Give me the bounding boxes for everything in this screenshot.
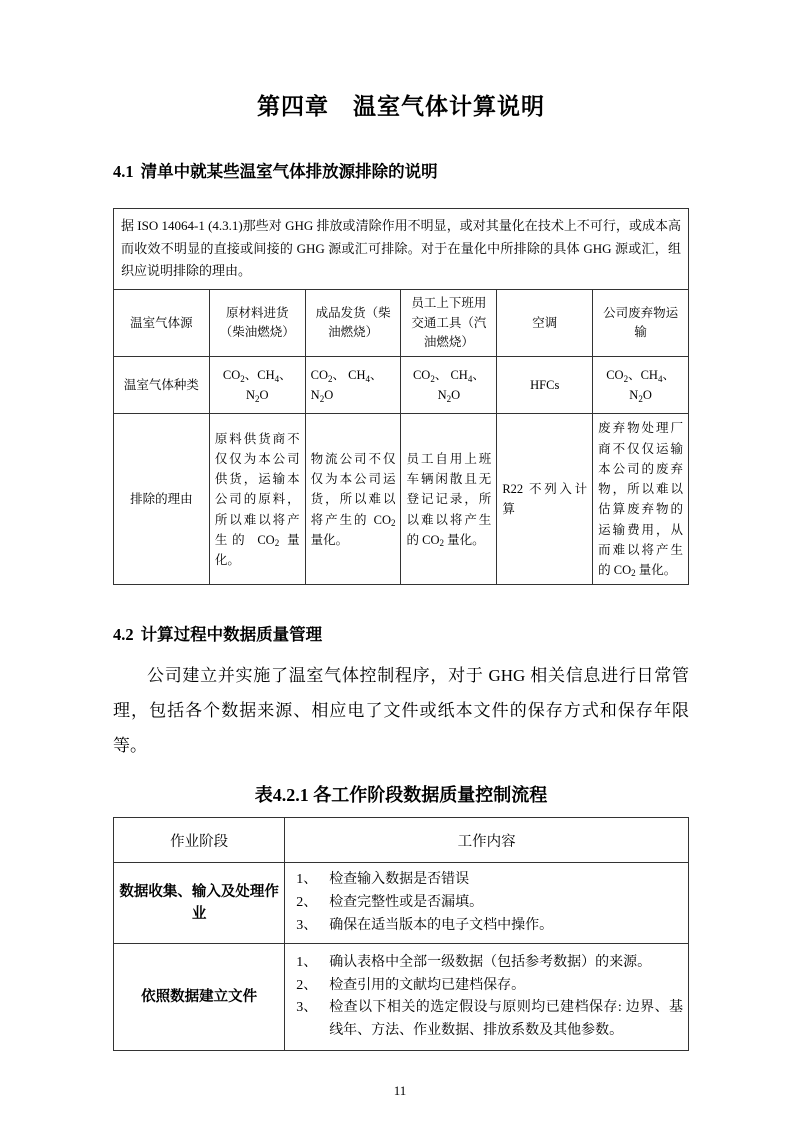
reason-col-3: 员工自用上班车辆闲散且无登记记录，所以难以将产生的 $CO_2$ 量化。 bbox=[401, 414, 497, 585]
source-col-1: 原材料进货（柴油燃烧） bbox=[209, 290, 305, 357]
item-text: 检查完整性或是否漏填。 bbox=[329, 895, 484, 911]
list-item bbox=[296, 892, 683, 915]
section-heading-4-2 bbox=[113, 585, 689, 645]
section-number-4-2: 4.2 bbox=[113, 625, 134, 645]
gas-col-2: $CO_2$、 $CH_4$、$N_2O$ bbox=[305, 357, 401, 414]
list-item bbox=[296, 997, 683, 1042]
section-title-4-2: 计算过程中数据质量管理 bbox=[140, 625, 323, 645]
source-col-2: 成品发货（柴油燃烧） bbox=[305, 290, 401, 357]
list-item bbox=[296, 915, 683, 938]
stage-name-2: 依照数据建立文件 bbox=[114, 944, 285, 1051]
row-label-reason: 排除的理由 bbox=[114, 414, 210, 585]
gas-col-4: HFCs bbox=[497, 357, 593, 414]
section-number-4-1: 4.1 bbox=[113, 161, 134, 181]
stage-name-1: 数据收集、输入及处理作业 bbox=[114, 863, 285, 944]
item-number: 2、 bbox=[296, 895, 318, 911]
section-heading-4-1 bbox=[113, 122, 689, 182]
section-title-4-1: 清单中就某些温室气体排放源排除的说明 bbox=[140, 161, 438, 181]
row-label-gas-type: 温室气体种类 bbox=[114, 357, 210, 414]
exclusion-intro-text: 据 ISO 14064-1 (4.3.1)那些对 GHG 排放或清除作用不明显，或对其量化在技术上不可行，或成本高而收效不明显的直接或间接的 GHG 源或汇可排除。对于在量化中所排除的具体 GHG 源或汇，组织应说明排除的理由。 bbox=[114, 209, 689, 290]
table-row-source bbox=[114, 290, 689, 357]
table-4-2-1-caption: 表4.2.1 各工作阶段数据质量控制流程 bbox=[254, 785, 548, 806]
item-text: 确保在适当版本的电子文档中操作。 bbox=[329, 917, 554, 933]
item-number: 1、 bbox=[296, 872, 318, 888]
page-title: 第四章 温室气体计算说明 bbox=[257, 94, 545, 119]
item-number: 3、 bbox=[296, 917, 318, 933]
header-stage: 作业阶段 bbox=[114, 818, 285, 863]
reason-col-4: R22 不列入计算 bbox=[497, 414, 593, 585]
table-row bbox=[114, 863, 689, 944]
source-col-3: 员工上下班用交通工具（汽油燃烧） bbox=[401, 290, 497, 357]
item-text: 检查输入数据是否错误 bbox=[329, 872, 470, 888]
table-header-row bbox=[114, 818, 689, 863]
stage-items-2 bbox=[285, 944, 689, 1051]
list-item bbox=[296, 975, 683, 998]
gas-col-1: $CO_2$、$CH_4$、$N_2O$ bbox=[209, 357, 305, 414]
table-row-gas-type bbox=[114, 357, 689, 414]
data-quality-table bbox=[113, 817, 689, 1051]
exclusion-table bbox=[113, 208, 689, 585]
page-content bbox=[113, 0, 689, 1051]
source-col-5: 公司废弃物运输 bbox=[593, 290, 689, 357]
item-text: 确认表格中全部一级数据（包括参考数据）的来源。 bbox=[329, 955, 652, 971]
list-item bbox=[296, 869, 683, 892]
source-col-4: 空调 bbox=[497, 290, 593, 357]
section-4-2-paragraph: 公司建立并实施了温室气体控制程序，对于 GHG 相关信息进行日常管理，包括各个数据来源、相应电了文件或纸本文件的保存方式和保存年限等。 bbox=[113, 665, 689, 755]
stage-items-1 bbox=[285, 863, 689, 944]
reason-col-2: 物流公司不仅仅为本公司运货，所以难以将产生的 $CO_2$ 量化。 bbox=[305, 414, 401, 585]
gas-col-3: $CO_2$、 $CH_4$、 $N_2O$ bbox=[401, 357, 497, 414]
table-row-reason bbox=[114, 414, 689, 585]
table-row bbox=[114, 944, 689, 1051]
row-label-source: 温室气体源 bbox=[114, 290, 210, 357]
item-number: 2、 bbox=[296, 977, 318, 993]
header-content: 工作内容 bbox=[285, 818, 689, 863]
reason-col-5: 废弃物处理厂商不仅仅运输本公司的废弃物，所以难以估算废弃物的运输费用，从而难以将产生的 $CO_2$ 量化。 bbox=[593, 414, 689, 585]
item-text: 检查引用的文献均已建档保存。 bbox=[329, 977, 526, 993]
table-row-intro bbox=[114, 209, 689, 290]
gas-col-5: $CO_2$、$CH_4$、$N_2O$ bbox=[593, 357, 689, 414]
reason-col-1: 原料供货商不仅仅为本公司供货，运输本公司的原料，所以难以将产生的 $CO_2$ 量化。 bbox=[209, 414, 305, 585]
item-text: 检查以下相关的选定假设与原则均已建档保存: 边界、基线年、方法、作业数据、排放系数及其他参数。 bbox=[329, 1000, 683, 1039]
page-number: 11 bbox=[393, 1083, 407, 1098]
item-number: 1、 bbox=[296, 955, 318, 971]
list-item bbox=[296, 952, 683, 975]
item-number: 3、 bbox=[296, 1000, 318, 1016]
